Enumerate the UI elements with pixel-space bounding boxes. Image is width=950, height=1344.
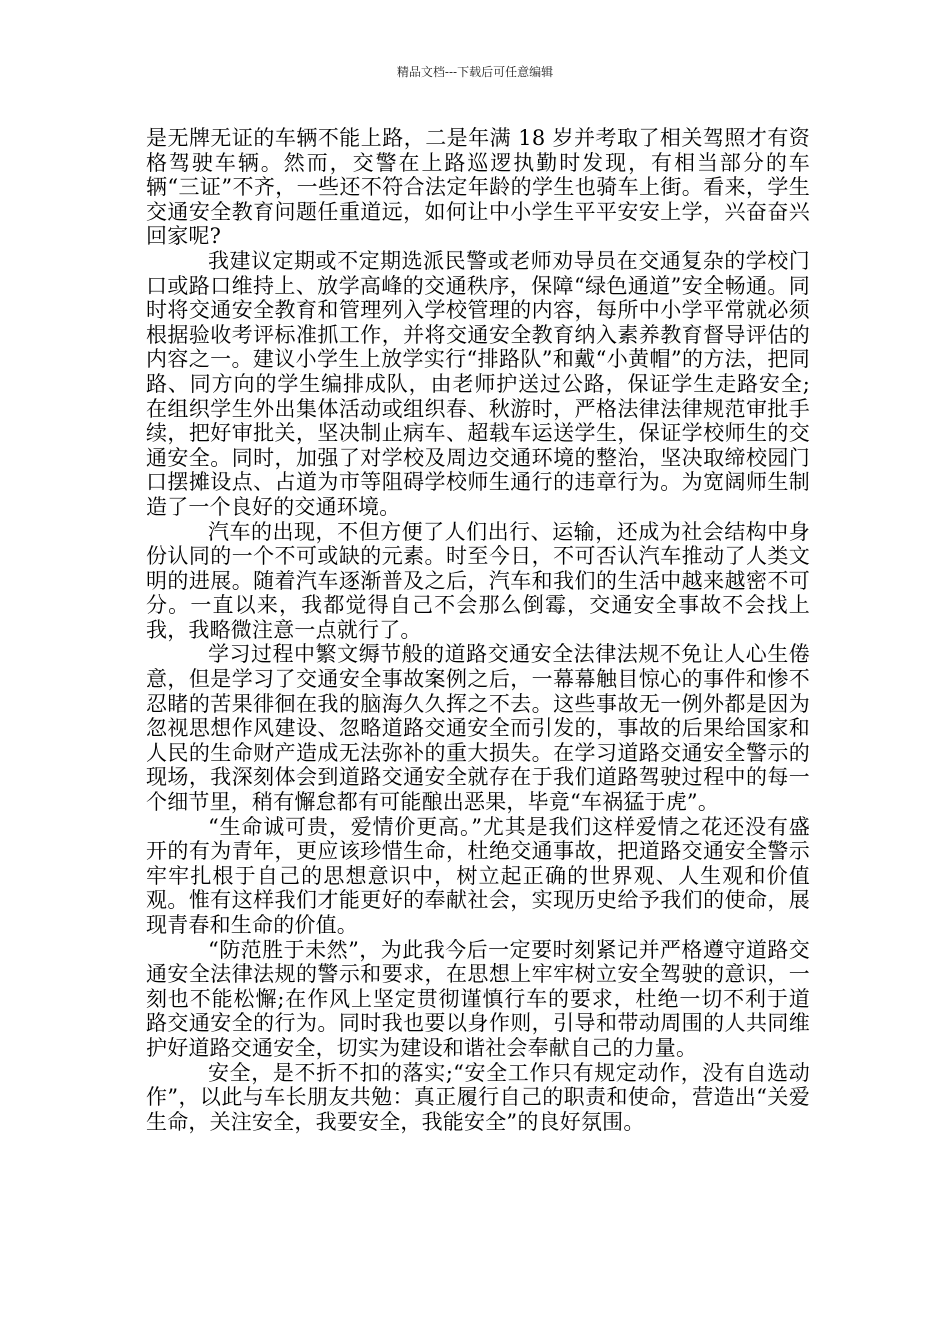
paragraph-4: 学习过程中繁文缛节般的道路交通安全法律法规不免让人心生倦意，但是学习了交通安全事故案例之后，一幕幕触目惊心的事件和惨不忍睹的苦果徘徊在我的脑海久久挥之不去。这些事故无一例外都是因为忽视思想作风建设、忽略道路交通安全而引发的，事故的后果给国家和人民的生命财产造成无法弥补的重大损失。在学习道路交通安全警示的现场，我深刻体会到道路交通安全就存在于我们道路驾驶过程中的每一个细节里，稍有懈怠都有可能酿出恶果，毕竟“车祸猛于虎”。 [146,642,810,815]
paragraph-7: 安全，是不折不扣的落实;“安全工作只有规定动作，没有自选动作”，以此与车长朋友共勉：真正履行自己的职责和使命，营造出“关爱生命，关注安全，我要安全，我能安全”的良好氛围。 [146,1060,810,1134]
paragraph-6: “防范胜于未然”，为此我今后一定要时刻紧记并严格遵守道路交通安全法律法规的警示和要求，在思想上牢牢树立安全驾驶的意识，一刻也不能松懈;在作风上坚定贯彻谨慎行车的要求，杜绝一切不利于道路交通安全的行为。同时我也要以身作则，引导和带动周围的人共同维护好道路交通安全，切实为建设和谐社会奉献自己的力量。 [146,937,810,1060]
paragraph-2: 我建议定期或不定期选派民警或老师劝导员在交通复杂的学校门口或路口维持上、放学高峰的交通秩序，保障“绿色通道”安全畅通。同时将交通安全教育和管理列入学校管理的内容，每所中小学平常就必须根据验收考评标准抓工作，并将交通安全教育纳入素养教育督导评估的内容之一。建议小学生上放学实行“排路队”和戴“小黄帽”的方法，把同路、同方向的学生编排成队，由老师护送过公路，保证学生走路安全;在组织学生外出集体活动或组织春、秋游时，严格法律法律规范审批手续，把好审批关，坚决制止病车、超载车运送学生，保证学校师生的交通安全。同时，加强了对学校及周边交通环境的整治，坚决取缔校园门口摆摊设点、占道为市等阻碍学校师生通行的违章行为。为宽阔师生制造了一个良好的交通环境。 [146,248,810,519]
page-header: 精品文档---下载后可任意编辑 [396,65,554,79]
paragraph-3: 汽车的出现，不但方便了人们出行、运输，还成为社会结构中身份认同的一个不可或缺的元素。时至今日，不可否认汽车推动了人类文明的进展。随着汽车逐渐普及之后，汽车和我们的生活中越来越密不可分。一直以来，我都觉得自己不会那么倒霉，交通安全事故不会找上我，我略微注意一点就行了。 [146,519,810,642]
paragraph-1: 是无牌无证的车辆不能上路，二是年满 18 岁并考取了相关驾照才有资格驾驶车辆。然而，交警在上路巡逻执勤时发现，有相当部分的车辆“三证”不齐，一些还不符合法定年龄的学生也骑车上街。看来，学生交通安全教育问题任重道远，如何让中小学生平平安安上学，兴奋奋兴回家呢? [146,126,810,249]
paragraph-5: “生命诚可贵，爱情价更高。”尤其是我们这样爱情之花还没有盛开的有为青年，更应该珍惜生命，杜绝交通事故，把道路交通安全警示牢牢扎根于自己的思想意识中，树立起正确的世界观、人生观和价值观。惟有这样我们才能更好的奉献社会，实现历史给予我们的使命，展现青春和生命的价值。 [146,814,810,937]
document-body [146,126,810,1134]
